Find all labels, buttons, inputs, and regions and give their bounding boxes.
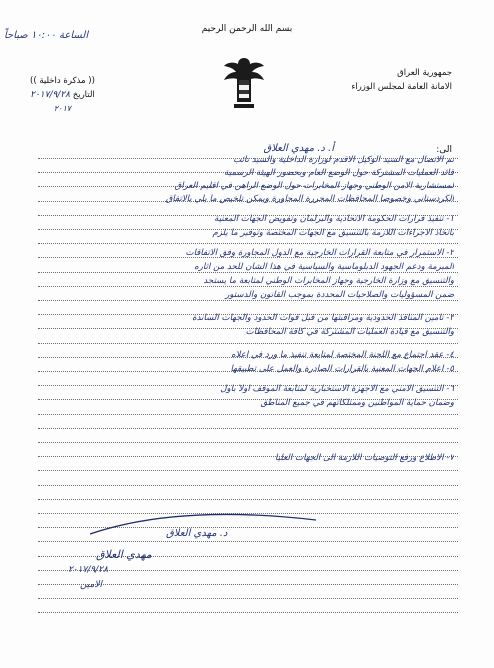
ruled-line [38,300,458,301]
memo-type: (( مذكرة داخلية )) [30,76,95,86]
memo-body-line: ٣- تأمين المنافذ الحدودية ومراقبتها من قبل قوات الحدود والجهات الساندة [192,313,454,323]
memo-body-line: لمستشارية الامن الوطني وجهاز المخابرات حول الوضع الراهن في اقليم العراق [174,181,454,191]
hour-note: الساعة ١٠:٠٠ صباحاً [4,30,89,41]
ruled-line [38,612,458,613]
ruled-line [38,541,458,542]
ruled-line [38,598,458,599]
country-name: جمهورية العراق [397,68,452,78]
memo-body-line: ضمن المسؤوليات والصلاحيات المحددة بموجب القانون والدستور [225,290,454,300]
memo-body-line: ٤- عقد اجتماع مع اللجنة المختصة لمتابعة تنفيذ ما ورد في اعلاه [231,350,454,360]
memo-body-line: ٦- التنسيق الامني مع الاجهزة الاستخبارية لمتابعة الموقف اولاً بأول [220,384,454,394]
memo-body-line: ١- تنفيذ قرارات الحكومة الاتحادية والبرلمان وتفويض الجهات المعنية [214,214,454,224]
addressee-label: الى: [436,145,452,155]
ruled-line [38,243,458,244]
memo-body-line: المبرمة ودعم الجهود الدبلوماسية والسياسية في هذا الشأن للحد من آثاره [194,262,454,272]
ruled-line [38,470,458,471]
ruled-line [38,499,458,500]
memo-body-line: باتخاذ الاجراءات اللازمة بالتنسيق مع الجهات المختصة وتوفير ما يلزم [212,228,454,238]
date-tick: ٢٠١٧ [53,104,72,113]
ruled-line [38,428,458,429]
signature-name: د. مهدي العلاق [166,528,228,539]
memo-meta [30,74,95,116]
memo-body-line: ٧- الاطلاع ورفع التوصيات اللازمة الى الجهات العليا [275,453,454,463]
issuing-authority [351,66,452,94]
iraq-eagle-emblem-icon [220,50,268,116]
memo-body-line: تم الاتصال مع السيد الوكيل الاقدم لوزارة الداخلية والسيد نائب [233,155,454,165]
ruled-line [38,442,458,443]
memo-date: التاريخ ٢٠١٧/٩/٢٨ [30,90,95,100]
memo-body-line: قائد العمليات المشتركة حول الوضع العام وبحضور الهيئة الرسمية [224,168,454,178]
organization-name: الامانة العامة لمجلس الوزراء [351,82,452,92]
ruled-line [38,414,458,415]
memo-body-line: ٥- اعلام الجهات المعنية بالقرارات الصادرة والعمل على تطبيقها [230,364,454,374]
memo-body-line: والتنسيق مع قيادة العمليات المشتركة في كافة المحافظات [245,327,454,337]
basmala: بسم الله الرحمن الرحيم [201,24,293,34]
memo-body-line: ٢- الاستمرار في متابعة القرارات الخارجية مع الدول المجاورة وفق الاتفاقات [185,248,454,258]
memo-body-line: وضمان حماية المواطنين وممتلكاتهم في جميع المناطق [260,398,454,408]
addressee-name: أ. د. مهدي العلاق [263,143,334,154]
ruled-line [38,485,458,486]
memo-body-line: والتنسيق مع وزارة الخارجية وجهاز المخابرات الوطني لمتابعة ما يستجد [203,276,454,286]
signature-initials: الامين [80,580,103,590]
signature-title: مهدي العلاق [96,548,152,561]
ruled-line [38,343,458,344]
memo-body-line: الكردستاني وخصوصاً المحافظات المحررة المجاورة ويمكن تلخيص ما يلي بالاتفاق [165,194,454,204]
signature-date: ٢٠١٧/٩/٢٨ [68,565,108,575]
